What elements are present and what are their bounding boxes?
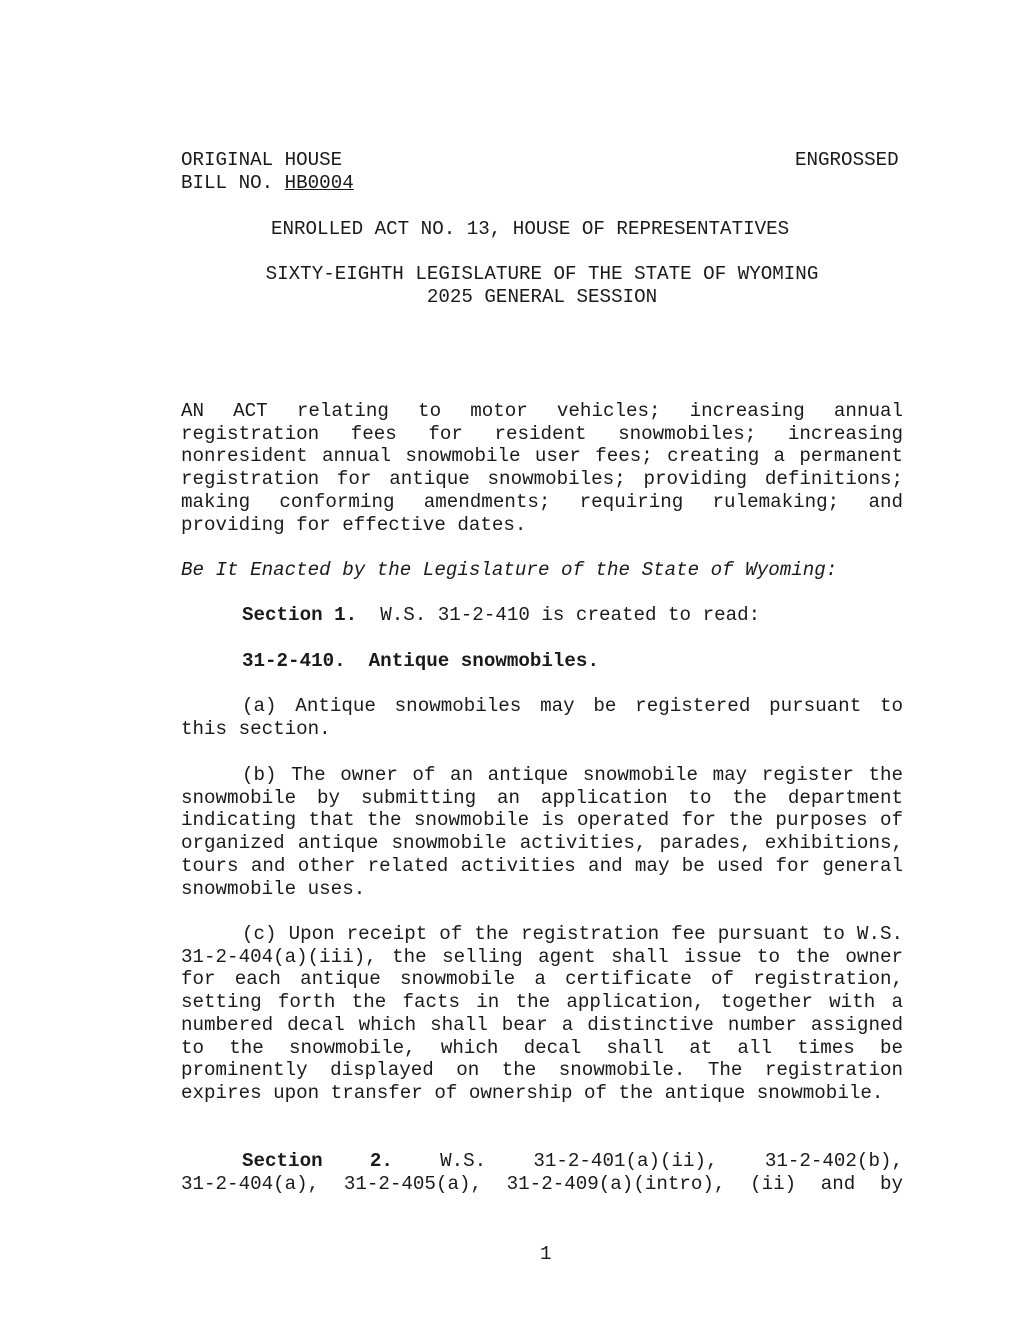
- statute-number: 31-2-410.: [242, 650, 346, 672]
- original-house-label: ORIGINAL HOUSE: [181, 149, 343, 171]
- section-1-line: [242, 604, 760, 627]
- subsection-a: (a) Antique snowmobiles may be registered pursuant to this section.: [181, 695, 903, 740]
- subsection-b: (b) The owner of an antique snowmobile may register the snowmobile by submitting an application to the department indicating that the snowmobile is operated for the purposes of organized antique snowmobile activities, parades, exhibitions, tours and other related activities and may be used for general snowmobile uses.: [181, 764, 903, 900]
- act-title: AN ACT relating to motor vehicles; increasing annual registration fees for resident snowmobiles; increasing nonresident annual snowmobile user fees; creating a permanent registration for antique snowmobiles; providing definitions; making conforming amendments; requiring rulemaking; and providing for effective dates.: [181, 400, 903, 536]
- subsection-c: (c) Upon receipt of the registration fee pursuant to W.S. 31-2-404(a)(iii), the selling agent shall issue to the owner for each antique snowmobile a certificate of registration, setting forth the facts in the application, together with a numbered decal which shall bear a distinctive number assigned to the snowmobile, which decal shall at all times be prominently displayed on the snowmobile. The registration expires upon transfer of ownership of the antique snowmobile.: [181, 923, 903, 1104]
- bill-number-line: [181, 172, 354, 195]
- section-2-line-1: [181, 1150, 903, 1173]
- section-2-part: 31-2-409(a)(intro),: [506, 1172, 726, 1195]
- engrossed-label: ENGROSSED: [795, 149, 899, 171]
- statute-title: Antique snowmobiles.: [368, 650, 599, 672]
- section-2-part: by: [879, 1172, 903, 1195]
- section-2-part: 31-2-405(a),: [343, 1172, 483, 1195]
- enacting-clause: Be It Enacted by the Legislature of the State of Wyoming:: [181, 559, 838, 581]
- legislature-heading: SIXTY-EIGHTH LEGISLATURE OF THE STATE OF WYOMING: [265, 263, 819, 285]
- section-2-part: 31-2-401(a)(ii),: [533, 1150, 718, 1172]
- section-1-text: W.S. 31-2-410 is created to read:: [380, 604, 761, 626]
- section-2-label: Section: [242, 1150, 323, 1172]
- enrolled-act-heading: ENROLLED ACT NO. 13, HOUSE OF REPRESENTATIVES: [271, 218, 790, 240]
- section-2: [181, 1150, 903, 1195]
- section-2-part: 31-2-404(a),: [181, 1172, 320, 1195]
- section-2-number: 2.: [369, 1150, 393, 1172]
- section-2-line-2: [181, 1173, 903, 1196]
- bill-number: HB0004: [284, 172, 354, 194]
- section-2-part: W.S.: [440, 1150, 487, 1172]
- section-2-part: 31-2-402(b),: [764, 1150, 903, 1172]
- section-2-part: (ii): [750, 1172, 797, 1195]
- page-number: 1: [540, 1243, 552, 1265]
- section-2-part: and: [820, 1172, 856, 1195]
- statute-heading: [242, 650, 599, 673]
- section-1-label: Section 1.: [242, 604, 358, 626]
- bill-prefix: BILL NO.: [181, 172, 285, 194]
- session-heading: 2025 GENERAL SESSION: [426, 286, 658, 308]
